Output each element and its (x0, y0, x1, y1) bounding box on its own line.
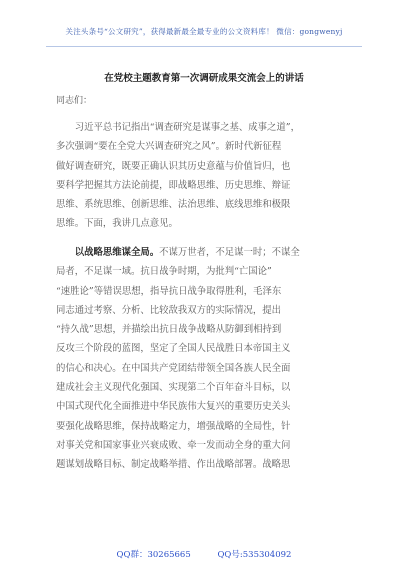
paragraph-line: 做好调查研究，既要正确认识其历史意蕴与价值旨归，也 (56, 160, 291, 172)
paragraph-line: “速胜论”等错误思想，指导抗日战争取得胜利，毛泽东 (56, 285, 282, 297)
qq-group-text: QQ群：30265665 (116, 550, 191, 560)
salutation: 同志们： (56, 96, 93, 106)
paragraph-line: 思维、系统思维、创新思维、法治思维、底线思维和极限 (56, 199, 291, 211)
paragraph-line: 同志通过考察、分析、比较敌我双方的实际情况，提出 (56, 304, 282, 316)
document-title: 在党校主题教育第一次调研成果交流会上的讲话 (104, 73, 304, 84)
paragraph-line: 建成社会主义现代化强国、实现第二个百年奋斗目标，以 (56, 382, 291, 394)
paragraph-line: 局者，不足谋一域。抗日战争时期，为批判“亡国论” (56, 266, 272, 278)
footer-contact (0, 548, 408, 560)
header-divider (46, 46, 362, 47)
paragraph-line: 反攻三个阶段的蓝图，坚定了全国人民战胜日本帝国主义 (56, 343, 291, 355)
qq-number-text: QQ号:535304092 (217, 550, 292, 560)
section-lead: 以战略思维谋全局。 (74, 247, 160, 258)
paragraph-line: “持久战”思想，并描绘出抗日战争战略从防御到相持到 (56, 324, 282, 336)
paragraph-intro (56, 118, 356, 234)
paragraph-line: 思维。下面，我讲几点意见。 (56, 218, 178, 230)
paragraph-line: 要科学把握其方法论前提，即战略思维、历史思维、辩证 (56, 179, 291, 191)
paragraph-line: 多次强调“要在全党大兴调查研究之风”。新时代新征程 (56, 141, 282, 153)
paragraph-line: 对事关党和国家事业兴衰成败、牵一发而动全身的重大问 (56, 439, 291, 451)
header-banner: 关注头条号“公文研究”，获得最新最全最专业的公文资料库！ 微信：gongwenyj (65, 27, 343, 36)
paragraph-line: 题谋划战略目标、制定战略举措、作出战略部署。战略思 (56, 459, 291, 471)
paragraph-line: 以战略思维谋全局。不谋万世者，不足谋一时；不谋全 (74, 247, 300, 258)
paragraph-line: 中国式现代化全面推进中华民族伟大复兴的重要历史关头 (56, 401, 291, 413)
paragraph-line: 的信心和决心。在中国共产党团结带领全国各族人民全面 (56, 362, 291, 374)
paragraph-line: 习近平总书记指出“调查研究是谋事之基、成事之道”， (74, 122, 300, 133)
paragraph-strategic-thinking (56, 243, 356, 475)
paragraph-line: 要强化战略思维，保持战略定力，增强战略的全局性，针 (56, 420, 291, 432)
